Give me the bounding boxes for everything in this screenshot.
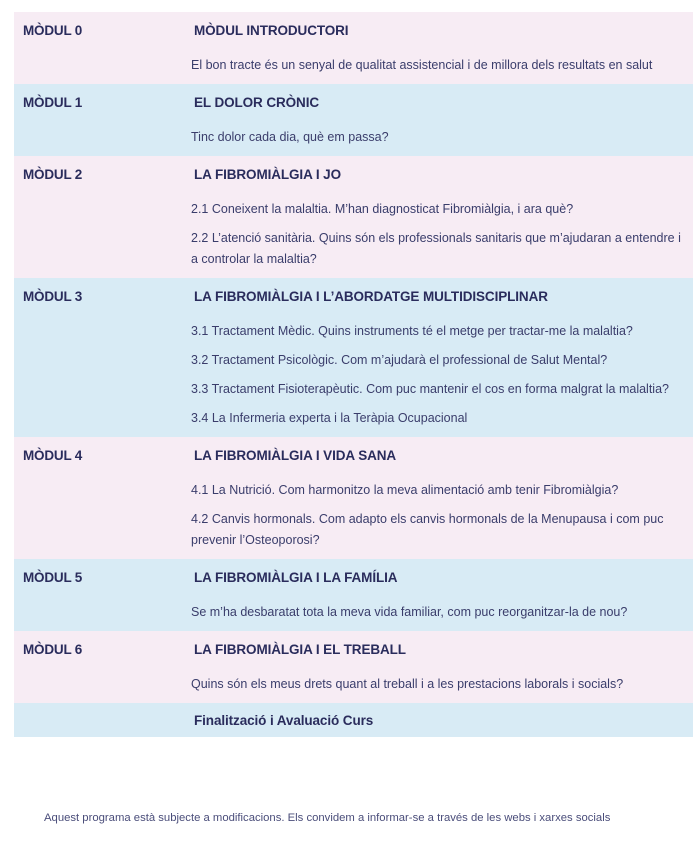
module-item: 2.1 Coneixent la malaltia. M’han diagnosticat Fibromiàlgia, i ara què?: [191, 202, 574, 216]
module-item: Quins són els meus drets quant al treball i a les prestacions laborals i socials?: [191, 677, 624, 691]
module-label: MÒDUL 1: [23, 95, 83, 110]
module-title: LA FIBROMIÀLGIA I LA FAMÍLIA: [194, 570, 398, 585]
module-content: [182, 166, 681, 270]
module-item: 3.3 Tractament Fisioterapèutic. Com puc mantenir el cos en forma malgrat la malaltia?: [191, 382, 669, 396]
module-row: [14, 84, 693, 156]
module-content: [182, 22, 681, 76]
module-item: 3.4 La Infermeria experta i la Teràpia Ocupacional: [191, 411, 468, 425]
module-item: Tinc dolor cada dia, què em passa?: [191, 130, 389, 144]
module-title: LA FIBROMIÀLGIA I L’ABORDATGE MULTIDISCIPLINAR: [194, 289, 548, 304]
module-title: MÒDUL INTRODUCTORI: [194, 23, 349, 38]
footer-note: Aquest programa està subjecte a modificacions. Els convidem a informar-se a través de les webs i xarxes socials: [44, 812, 611, 824]
module-item: 3.1 Tractament Mèdic. Quins instruments té el metge per tractar-me la malaltia?: [191, 324, 633, 338]
module-title: EL DOLOR CRÒNIC: [194, 95, 320, 110]
module-item: 4.2 Canvis hormonals. Com adapto els canvis hormonals de la Menupausa i com puc prevenir l’Osteoporosi?: [191, 512, 664, 547]
final-label: [14, 712, 182, 729]
module-content: [182, 447, 681, 551]
module-content: [182, 641, 681, 695]
module-label: MÒDUL 5: [23, 570, 83, 585]
program-table: [14, 12, 693, 737]
module-title: LA FIBROMIÀLGIA I VIDA SANA: [194, 448, 397, 463]
module-item: El bon tracte és un senyal de qualitat assistencial i de millora dels resultats en salut: [191, 58, 653, 72]
module-label: MÒDUL 3: [23, 289, 83, 304]
module-title: LA FIBROMIÀLGIA I EL TREBALL: [194, 642, 406, 657]
module-item: Se m’ha desbaratat tota la meva vida familiar, com puc reorganitzar-la de nou?: [191, 605, 628, 619]
final-row: [14, 703, 693, 737]
module-content: [182, 569, 681, 623]
module-label: MÒDUL 4: [23, 448, 83, 463]
module-row: [14, 559, 693, 631]
module-row: [14, 12, 693, 84]
module-content: [182, 288, 681, 429]
module-label: MÒDUL 6: [23, 642, 83, 657]
module-content: [182, 94, 681, 148]
module-row: [14, 278, 693, 437]
module-label: MÒDUL 2: [23, 167, 83, 182]
final-content: [182, 712, 681, 729]
module-row: [14, 156, 693, 278]
module-label: MÒDUL 0: [23, 23, 83, 38]
final-title: Finalització i Avaluació Curs: [194, 713, 374, 728]
module-item: 4.1 La Nutrició. Com harmonitzo la meva alimentació amb tenir Fibromiàlgia?: [191, 483, 619, 497]
module-row: [14, 437, 693, 559]
module-item: 2.2 L’atenció sanitària. Quins són els professionals sanitaris que m’ajudaran a entendre i a controlar la malaltia?: [191, 231, 681, 266]
module-row: [14, 631, 693, 703]
module-title: LA FIBROMIÀLGIA I JO: [194, 167, 341, 182]
module-item: 3.2 Tractament Psicològic. Com m’ajudarà el professional de Salut Mental?: [191, 353, 608, 367]
